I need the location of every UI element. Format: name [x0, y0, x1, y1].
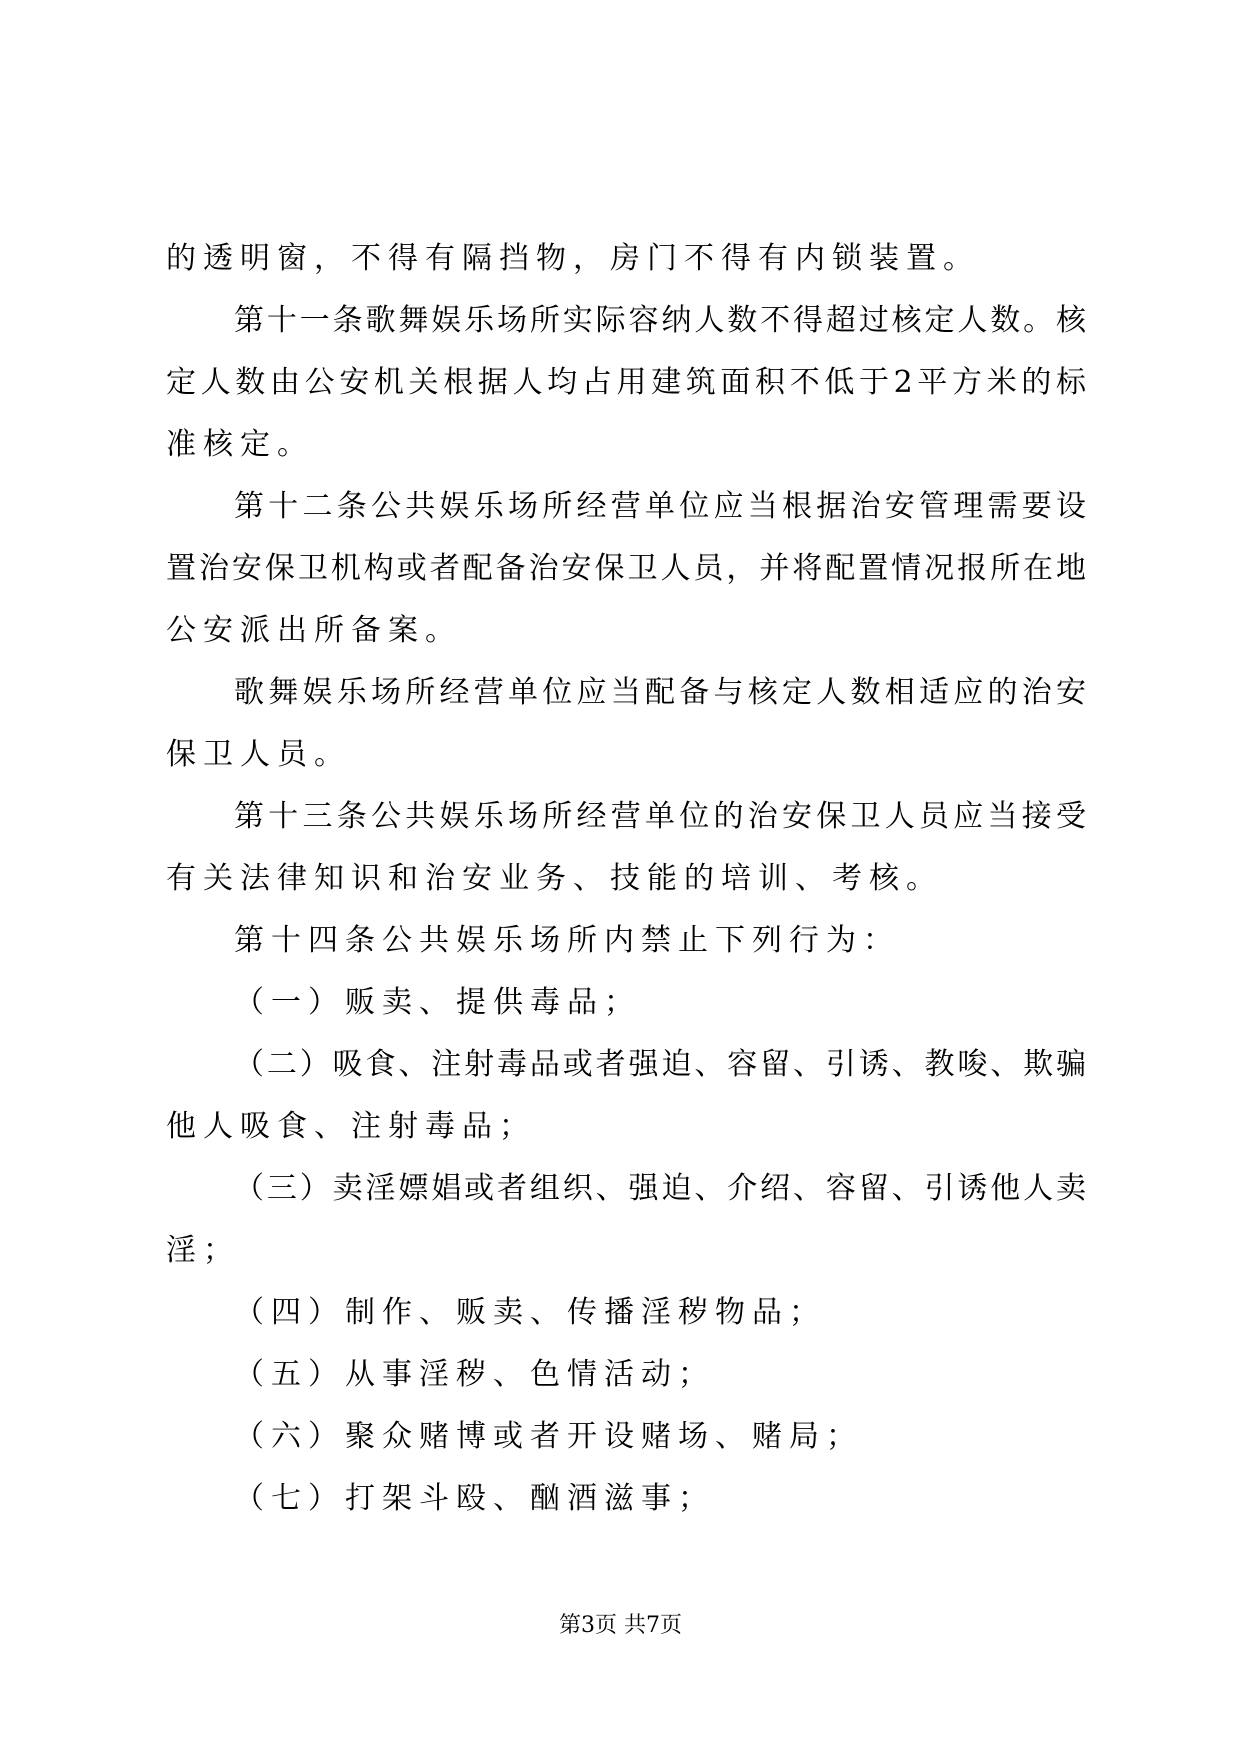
- text-line: 他人吸食、注射毒品；: [166, 1109, 536, 1144]
- list-item: （一）贩卖、提供毒品；: [234, 985, 641, 1020]
- list-item: （五）从事淫秽、色情活动；: [234, 1357, 715, 1392]
- body-text: [166, 228, 1086, 1530]
- text-line: 准核定。: [166, 427, 314, 462]
- text-line: 第十四条公共娱乐场所内禁止下列行为：: [234, 923, 900, 958]
- list-item: （三）卖淫嫖娼或者组织、强迫、介绍、容留、引诱他人卖: [234, 1171, 1086, 1206]
- list-item: （四）制作、贩卖、传播淫秽物品；: [234, 1295, 826, 1330]
- text-line: 保卫人员。: [166, 737, 351, 772]
- text-line: 歌舞娱乐场所经营单位应当配备与核定人数相适应的治安: [234, 675, 1086, 710]
- page-number-footer: 第3页 共7页: [559, 1613, 682, 1638]
- text-line: 第十一条歌舞娱乐场所实际容纳人数不得超过核定人数。核: [234, 303, 1086, 338]
- text-line: 有关法律知识和治安业务、技能的培训、考核。: [166, 861, 943, 896]
- list-item: （六）聚众赌博或者开设赌场、赌局；: [234, 1419, 863, 1454]
- text-line: 第十三条公共娱乐场所经营单位的治安保卫人员应当接受: [234, 799, 1086, 834]
- text-line: 定人数由公安机关根据人均占用建筑面积不低于2平方米的标: [166, 365, 1086, 400]
- list-item: （二）吸食、注射毒品或者强迫、容留、引诱、教唆、欺骗: [234, 1047, 1086, 1082]
- text-line: 淫；: [166, 1233, 240, 1268]
- text-line: 公安派出所备案。: [166, 613, 462, 648]
- text-line: 的透明窗，不得有隔挡物，房门不得有内锁装置。: [166, 241, 980, 276]
- list-item: （七）打架斗殴、酗酒滋事；: [234, 1481, 715, 1516]
- text-line: 第十二条公共娱乐场所经营单位应当根据治安管理需要设: [234, 489, 1086, 524]
- text-line: 置治安保卫机构或者配备治安保卫人员，并将配置情况报所在地: [166, 551, 1086, 586]
